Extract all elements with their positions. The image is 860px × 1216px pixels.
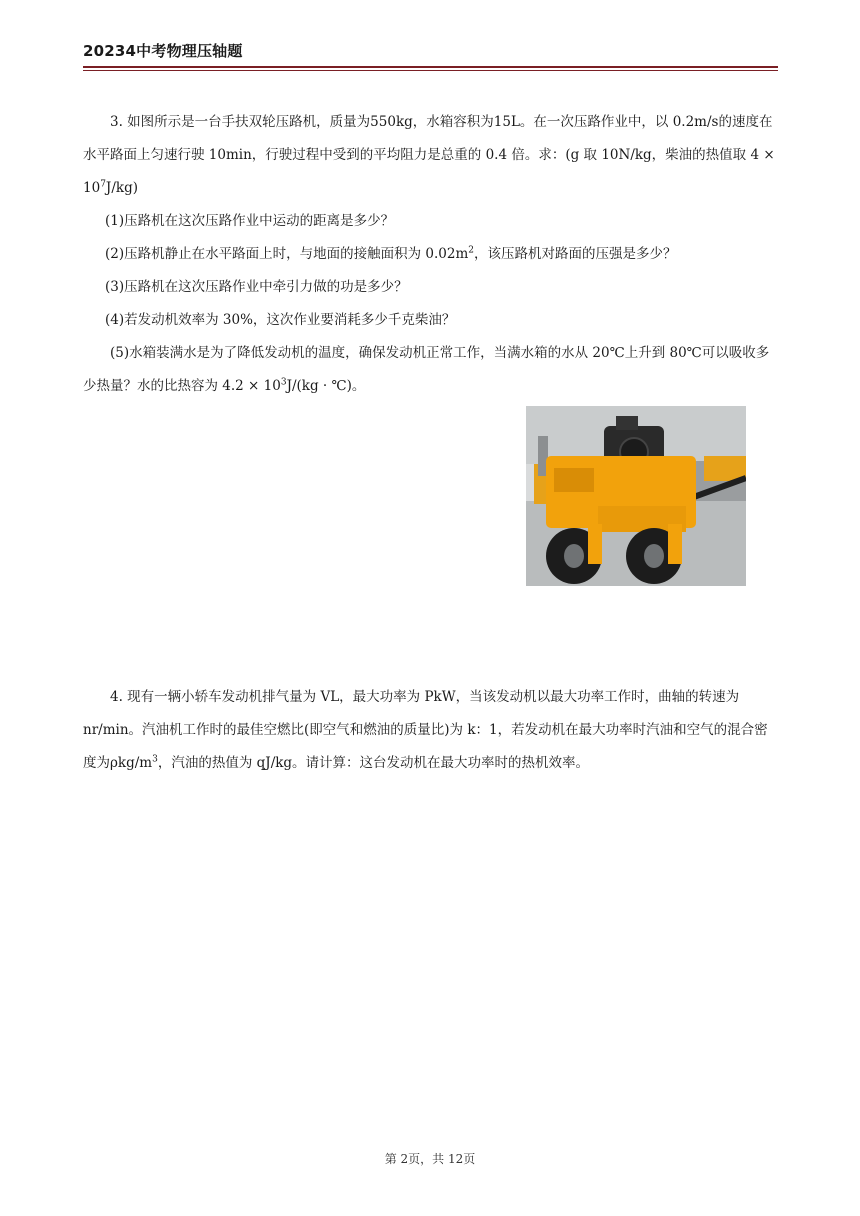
question-4 <box>83 681 780 780</box>
q3-sub-4: (4)若发动机效率为 30%，这次作业要消耗多少千克柴油？ <box>105 312 456 328</box>
q3-sub-3: (3)压路机在这次压路作业中牵引力做的功是多少？ <box>105 279 408 295</box>
question-3 <box>83 106 780 403</box>
document-header-title: 20234中考物理压轴题 <box>83 42 243 60</box>
q4-text: 4. 现有一辆小轿车发动机排气量为 VL，最大功率为 PkW，当该发动机以最大功率工作时，曲轴的转速为 nr/min。汽油机工作时的最佳空燃比(即空气和燃油的质量比)为 k：1，若发动机在最大功率时汽油和空气的混合密度为ρkg/$m^3$，汽油的热值为 qJ/kg。请计算：这台发动机在最大功率时的热机效率。 <box>83 689 768 771</box>
header-rule-thick <box>83 66 778 68</box>
q3-stem: 3. 如图所示是一台手扶双轮压路机，质量为550kg，水箱容积为15L。在一次压路作业中，以 0.2m/s的速度在水平路面上匀速行驶 10min，行驶过程中受到的平均阻力是总重的 0.4 倍。求：(g 取 10N/kg，柴油的热值取 $4 \times 10^7J/kg$) <box>83 114 775 196</box>
q3-sub-2: (2)压路机静止在水平路面上时，与地面的接触面积为 $0.02m^2$，该压路机对路面的压强是多少？ <box>105 245 677 262</box>
q3-sub-5: (5)水箱装满水是为了降低发动机的温度，确保发动机正常工作，当满水箱的水从 20℃上升到 80℃可以吸收多少热量？水的比热容为 $4.2 \times 10^3J/(kg$ · ℃)。 <box>83 345 770 394</box>
page-footer: 第 2页，共 12页 <box>384 1152 476 1166</box>
header-rule-thin <box>83 70 778 71</box>
road-roller-photo <box>526 406 746 586</box>
q3-sub-1: (1)压路机在这次压路作业中运动的距离是多少？ <box>105 213 395 229</box>
